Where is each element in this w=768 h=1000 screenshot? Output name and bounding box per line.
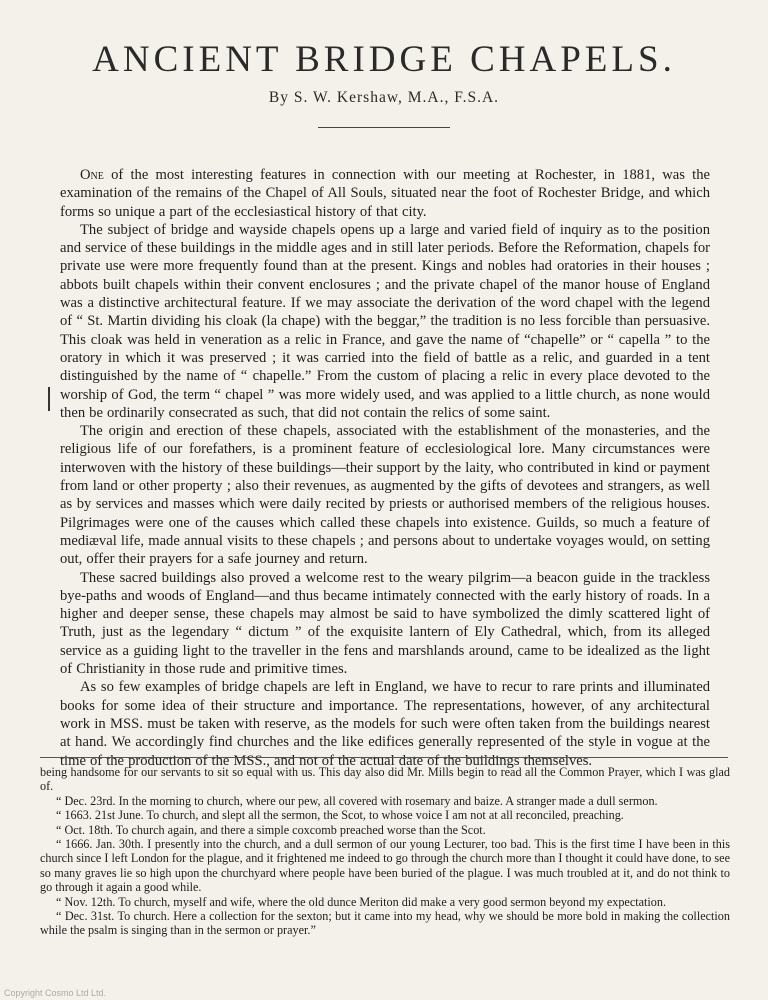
- paragraph-1: [60, 166, 710, 221]
- paragraph-1-text: of the most interesting features in connection with our meeting at Rochester, in 1881, was the examination of the remains of the Chapel of All Souls, situated near the foot of Rochester Bridge, and which forms so unique a part of the ecclesiastical history of that city.: [60, 167, 710, 220]
- diary-line-2: “ Dec. 23rd. In the morning to church, where our pew, all covered with rosemary and baize. A stranger made a dull sermon.: [56, 793, 658, 808]
- margin-pencil-mark: [48, 387, 50, 411]
- diary-excerpt: [40, 765, 730, 938]
- diary-line-4: “ Oct. 18th. To church again, and there a simple coxcomb preached worse than the Scot.: [56, 822, 486, 837]
- diary-line-1: being handsome for our servants to sit so equal with us. This day also did Mr. Mills begin to read all the Common Prayer, which I was glad of.: [40, 765, 730, 794]
- paragraph-4: These sacred buildings also proved a welcome rest to the weary pilgrim—a beacon guide in the trackless bye-paths and woods of England—and thus became intimately connected with the early history of roads. In a higher and deeper sense, these chapels may almost be said to have symbolized the dimly scattered light of Truth, just as the legendary “ dictum ” of the exquisite lantern of Ely Cathedral, which, from its alleged service as a guiding light to the traveller in the fens and marshlands around, came to be idealized as the light of Christianity in those rude and primitive times.: [60, 569, 710, 678]
- paragraph-3: The origin and erection of these chapels, associated with the establishment of the monasteries, and the religious life of our forefathers, is a prominent feature of ecclesiological lore. Many circumstances were interwoven with the history of these buildings—their support by the laity, who contributed in kind or payment from land or other property ; also their revenues, as augmented by the gifts of devotees and strangers, as well as by services and masses which were daily recited by priests or authorised members of the religious houses. Pilgrimages were one of the causes which called these chapels into existence. Guilds, so much a feature of mediæval life, made annual visits to these chapels ; and persons about to undertake voyages would, on setting out, offer their prayers for a safe journey and return.: [60, 423, 710, 568]
- byline: By S. W. Kershaw, M.A., F.S.A.: [268, 89, 500, 106]
- copyright-watermark: Copyright Cosmo Ltd Ltd.: [4, 988, 107, 998]
- paragraph-2: The subject of bridge and wayside chapels opens up a large and varied field of inquiry as to the position and service of these buildings in the middle ages and in still later periods. Before the Reformation, chapels for private use were more frequently found than at the present. Kings and nobles had oratories in their houses ; abbots built chapels within their convent enclosures ; and the private chapel of the manor house of England was a distinctive architectural feature. If we may associate the derivation of the word chapel with the legend of “ St. Martin dividing his cloak (la chape) with the beggar,” the tradition is no less forcible than persuasive. This cloak was held in veneration as a relic in France, and gave the name of “chapelle” or “ capella ” to the oratory in which it was preserved ; it was carried into the field of battle as a relic, and guarded in a tent distinguished by the name of “ chapelle.” From the custom of placing a relic in every place devoted to the worship of God, the term “ chapel ” was more widely used, and was applied to a little church, as none would then be ordinarily consecrated as such, that did not contain the relics of some saint.: [60, 221, 710, 421]
- paragraph-1-lead: One: [80, 167, 104, 183]
- diary-line-3: “ 1663. 21st June. To church, and slept all the sermon, the Scot, to whose voice I am not at all reconciled, preaching.: [56, 808, 624, 823]
- diary-line-6: “ Nov. 12th. To church, myself and wife, where the old dunce Meriton did make a very good sermon beyond my expectation.: [56, 894, 667, 909]
- article-body: [60, 166, 710, 770]
- page-title: ANCIENT BRIDGE CHAPELS.: [92, 39, 676, 80]
- diary-line-7: “ Dec. 31st. To church. Here a collection for the sexton; but it came into my head, why we should be more bold in making the collection while the psalm is singing than in the sermon or prayer.”: [40, 909, 730, 938]
- paragraph-5: As so few examples of bridge chapels are left in England, we have to recur to rare prints and illuminated books for some idea of their structure and importance. The representations, however, of any architectural work in MSS. must be taken with reserve, as the models for such were often taken from the buildings nearest at hand. We accordingly find churches and the like edifices generally represented of the style in vogue at the time of the production of the MSS., and not of the actual date of the buildings themselves.: [60, 679, 710, 769]
- diary-line-5: “ 1666. Jan. 30th. I presently into the church, and a dull sermon of our young Lecturer, too bad. This is the first time I have been in this church since I left London for the plague, and it frightened me indeed to go through the church more than I thought it could have done, to see so many graves lie so high upon the churchyard where people have been buried of the plague. I was much troubled at it, and do not think to go through it again a good while.: [40, 837, 730, 895]
- section-divider: [40, 757, 728, 758]
- title-rule: [318, 127, 450, 128]
